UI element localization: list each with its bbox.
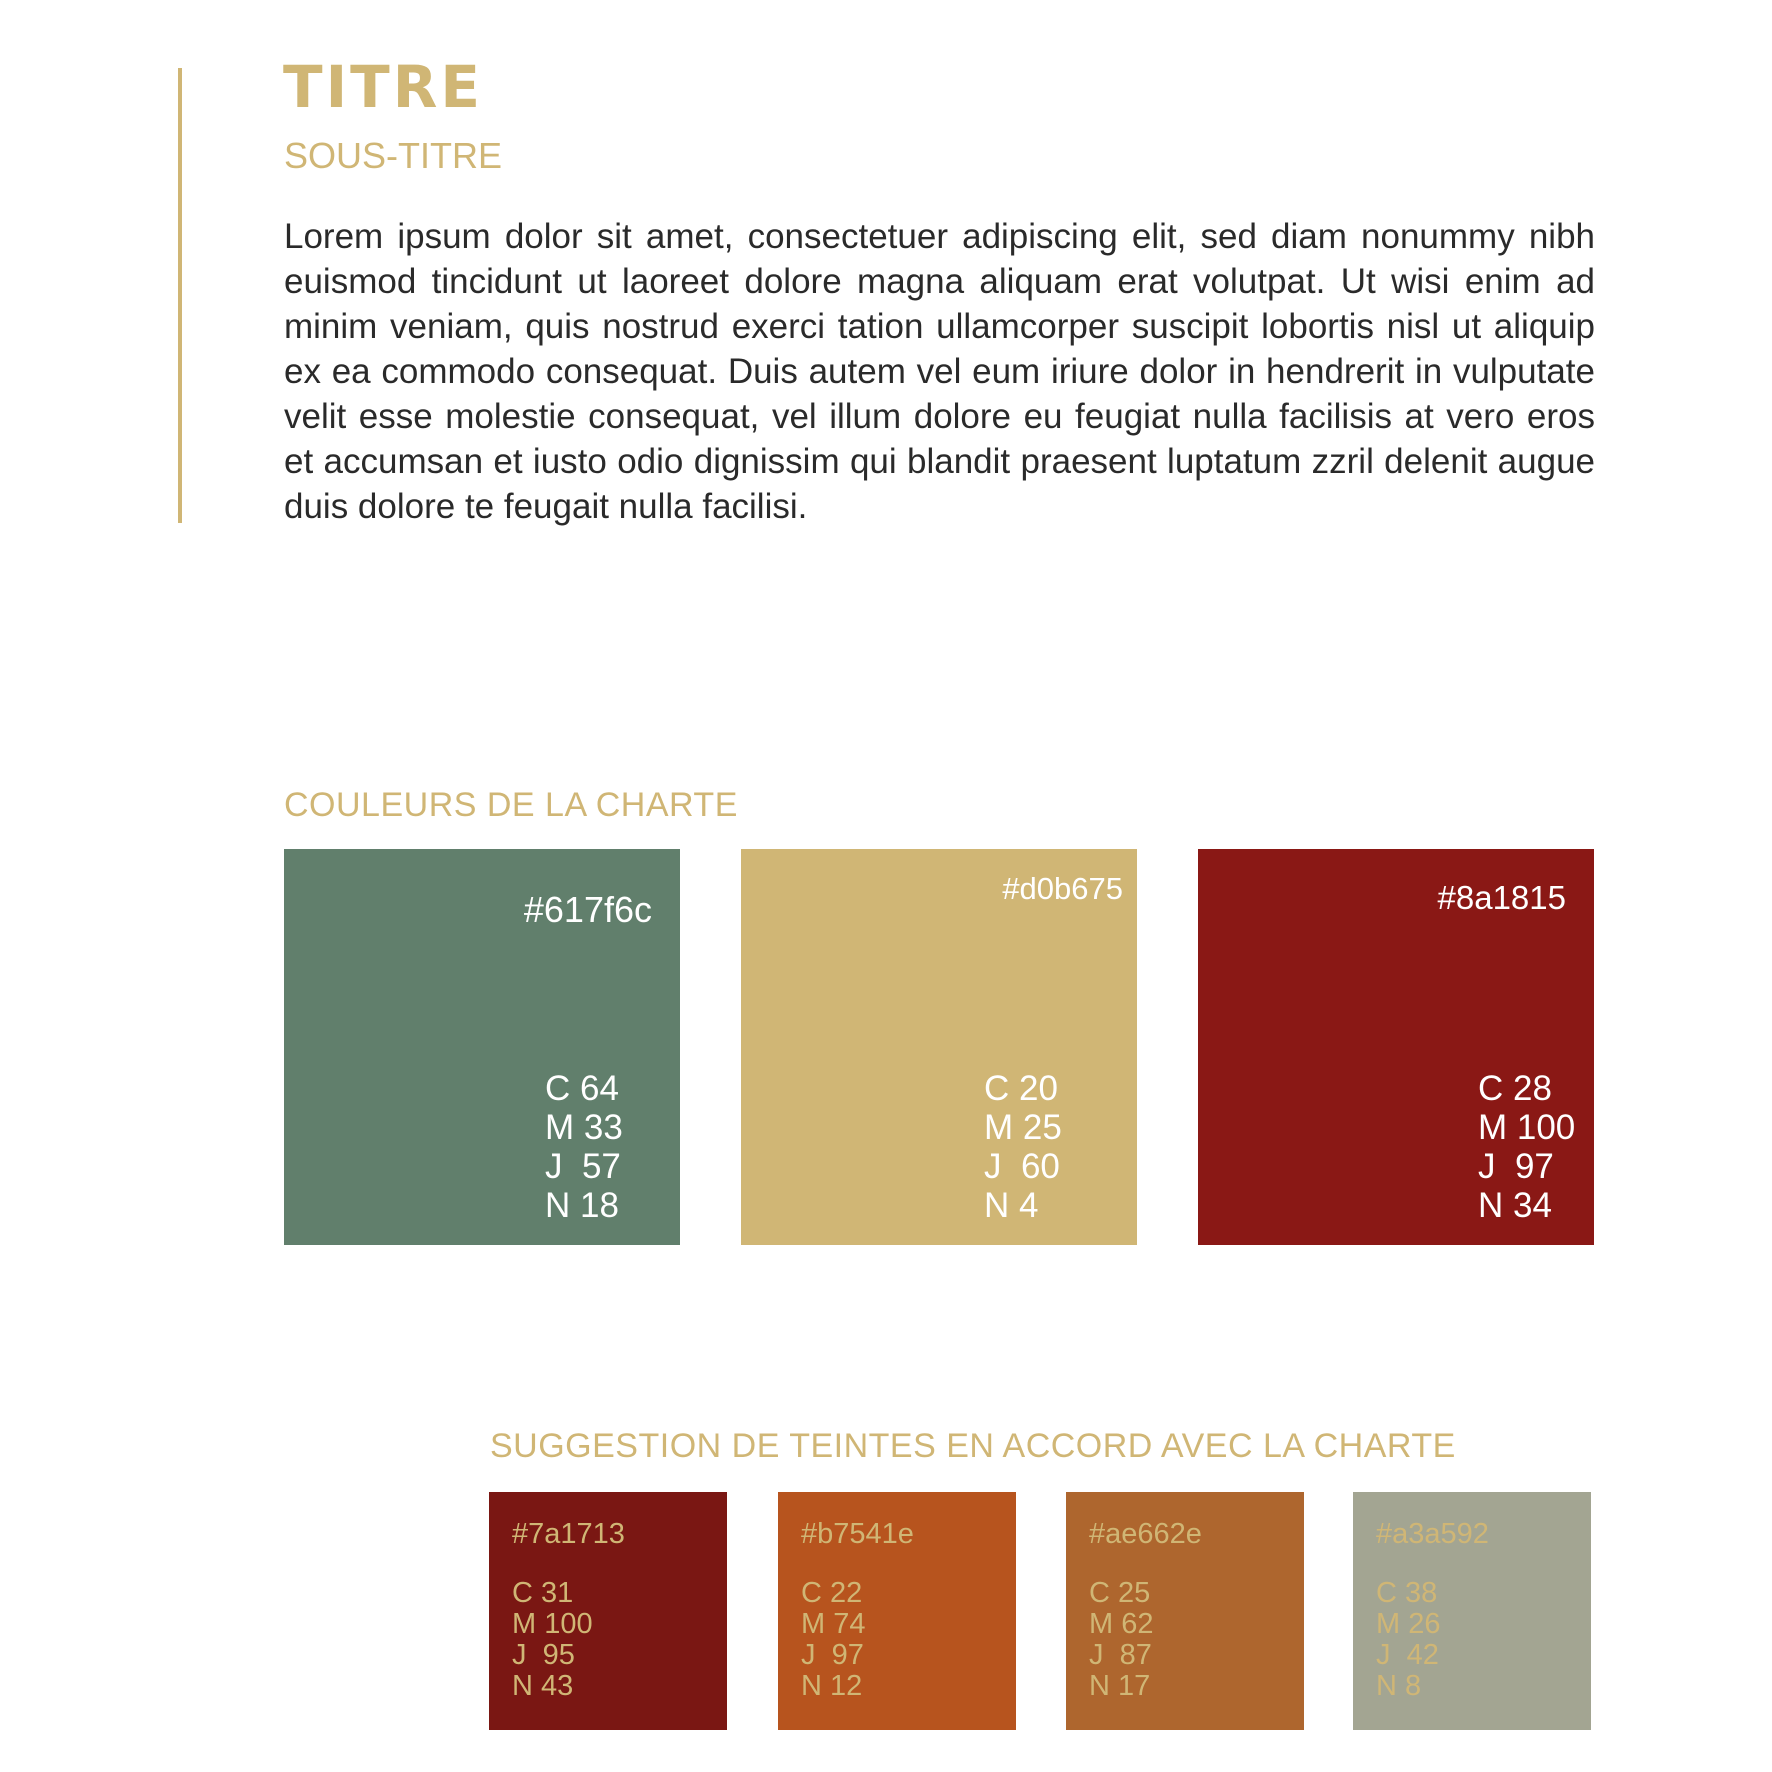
swatch-main-green xyxy=(284,849,680,1245)
cmyk-black: N 12 xyxy=(801,1670,863,1702)
cmyk-yellow: J 95 xyxy=(512,1639,575,1671)
swatch-hex-label: #617f6c xyxy=(523,889,652,930)
cmyk-black: N 43 xyxy=(512,1670,574,1702)
cmyk-cyan: C 28 xyxy=(1478,1069,1552,1108)
cmyk-cyan: C 31 xyxy=(512,1577,574,1609)
cmyk-magenta: M 100 xyxy=(512,1608,593,1640)
cmyk-magenta: M 62 xyxy=(1089,1608,1154,1640)
swatch-cmyk-values xyxy=(512,1578,593,1702)
cmyk-yellow: J 87 xyxy=(1089,1639,1152,1671)
main-colors-heading: COULEURS DE LA CHARTE xyxy=(284,786,738,824)
cmyk-cyan: C 20 xyxy=(984,1069,1058,1108)
cmyk-cyan: C 22 xyxy=(801,1577,863,1609)
swatch-hex-label: #7a1713 xyxy=(512,1518,625,1550)
page-subtitle: SOUS-TITRE xyxy=(284,135,503,176)
cmyk-black: N 4 xyxy=(984,1186,1039,1225)
cmyk-magenta: M 26 xyxy=(1376,1608,1441,1640)
swatch-hex-label: #ae662e xyxy=(1089,1518,1202,1550)
page-title: TITRE xyxy=(283,53,483,121)
body-paragraph: Lorem ipsum dolor sit amet, consectetuer adipiscing elit, sed diam nonummy nibh euismod tincidunt ut laoreet dolore magna aliquam erat volutpat. Ut wisi enim ad minim veniam, quis nostrud exerci tation ullamcorper suscipit lobortis nisl ut aliquip ex ea commodo consequat. Duis autem vel eum iriure dolor in hendrerit in vulputate velit esse molestie consequat, vel illum dolore eu feugiat nulla facilisis at vero eros et accumsan et iusto odio dignissim qui blandit praesent luptatum zzril delenit augue duis dolore te feugait nulla facilisi. xyxy=(284,217,1595,526)
cmyk-magenta: M 25 xyxy=(984,1108,1062,1147)
cmyk-yellow: J 97 xyxy=(801,1639,864,1671)
swatch-main-gold xyxy=(741,849,1137,1245)
suggested-colors-heading: SUGGESTION DE TEINTES EN ACCORD AVEC LA CHARTE xyxy=(490,1427,1456,1465)
cmyk-black: N 34 xyxy=(1478,1186,1552,1225)
swatch-suggest-orange xyxy=(778,1492,1016,1730)
swatch-hex-label: #a3a592 xyxy=(1376,1518,1489,1550)
swatch-cmyk-values xyxy=(1089,1578,1153,1702)
swatch-suggest-grey xyxy=(1353,1492,1591,1730)
swatch-cmyk-values xyxy=(984,1069,1062,1225)
cmyk-cyan: C 25 xyxy=(1089,1577,1151,1609)
cmyk-yellow: J 60 xyxy=(984,1147,1060,1186)
swatch-suggest-dark-red xyxy=(489,1492,727,1730)
cmyk-yellow: J 57 xyxy=(545,1147,621,1186)
cmyk-magenta: M 33 xyxy=(545,1108,623,1147)
cmyk-black: N 17 xyxy=(1089,1670,1151,1702)
cmyk-black: N 8 xyxy=(1376,1670,1422,1702)
swatch-hex-label: #d0b675 xyxy=(1002,871,1123,906)
cmyk-magenta: M 74 xyxy=(801,1608,866,1640)
swatch-hex-label: #b7541e xyxy=(801,1518,914,1550)
cmyk-cyan: C 38 xyxy=(1376,1577,1438,1609)
swatch-cmyk-values xyxy=(1376,1578,1440,1702)
swatch-cmyk-values xyxy=(801,1578,865,1702)
cmyk-yellow: J 97 xyxy=(1478,1147,1554,1186)
cmyk-black: N 18 xyxy=(545,1186,619,1225)
cmyk-magenta: M 100 xyxy=(1478,1108,1576,1147)
swatch-hex-label: #8a1815 xyxy=(1437,879,1566,916)
cmyk-yellow: J 42 xyxy=(1376,1639,1439,1671)
swatch-suggest-brown xyxy=(1066,1492,1304,1730)
cmyk-cyan: C 64 xyxy=(545,1069,619,1108)
swatch-cmyk-values xyxy=(1478,1069,1575,1225)
accent-vertical-line xyxy=(178,68,182,523)
swatch-main-red xyxy=(1198,849,1594,1245)
swatch-cmyk-values xyxy=(545,1069,623,1225)
